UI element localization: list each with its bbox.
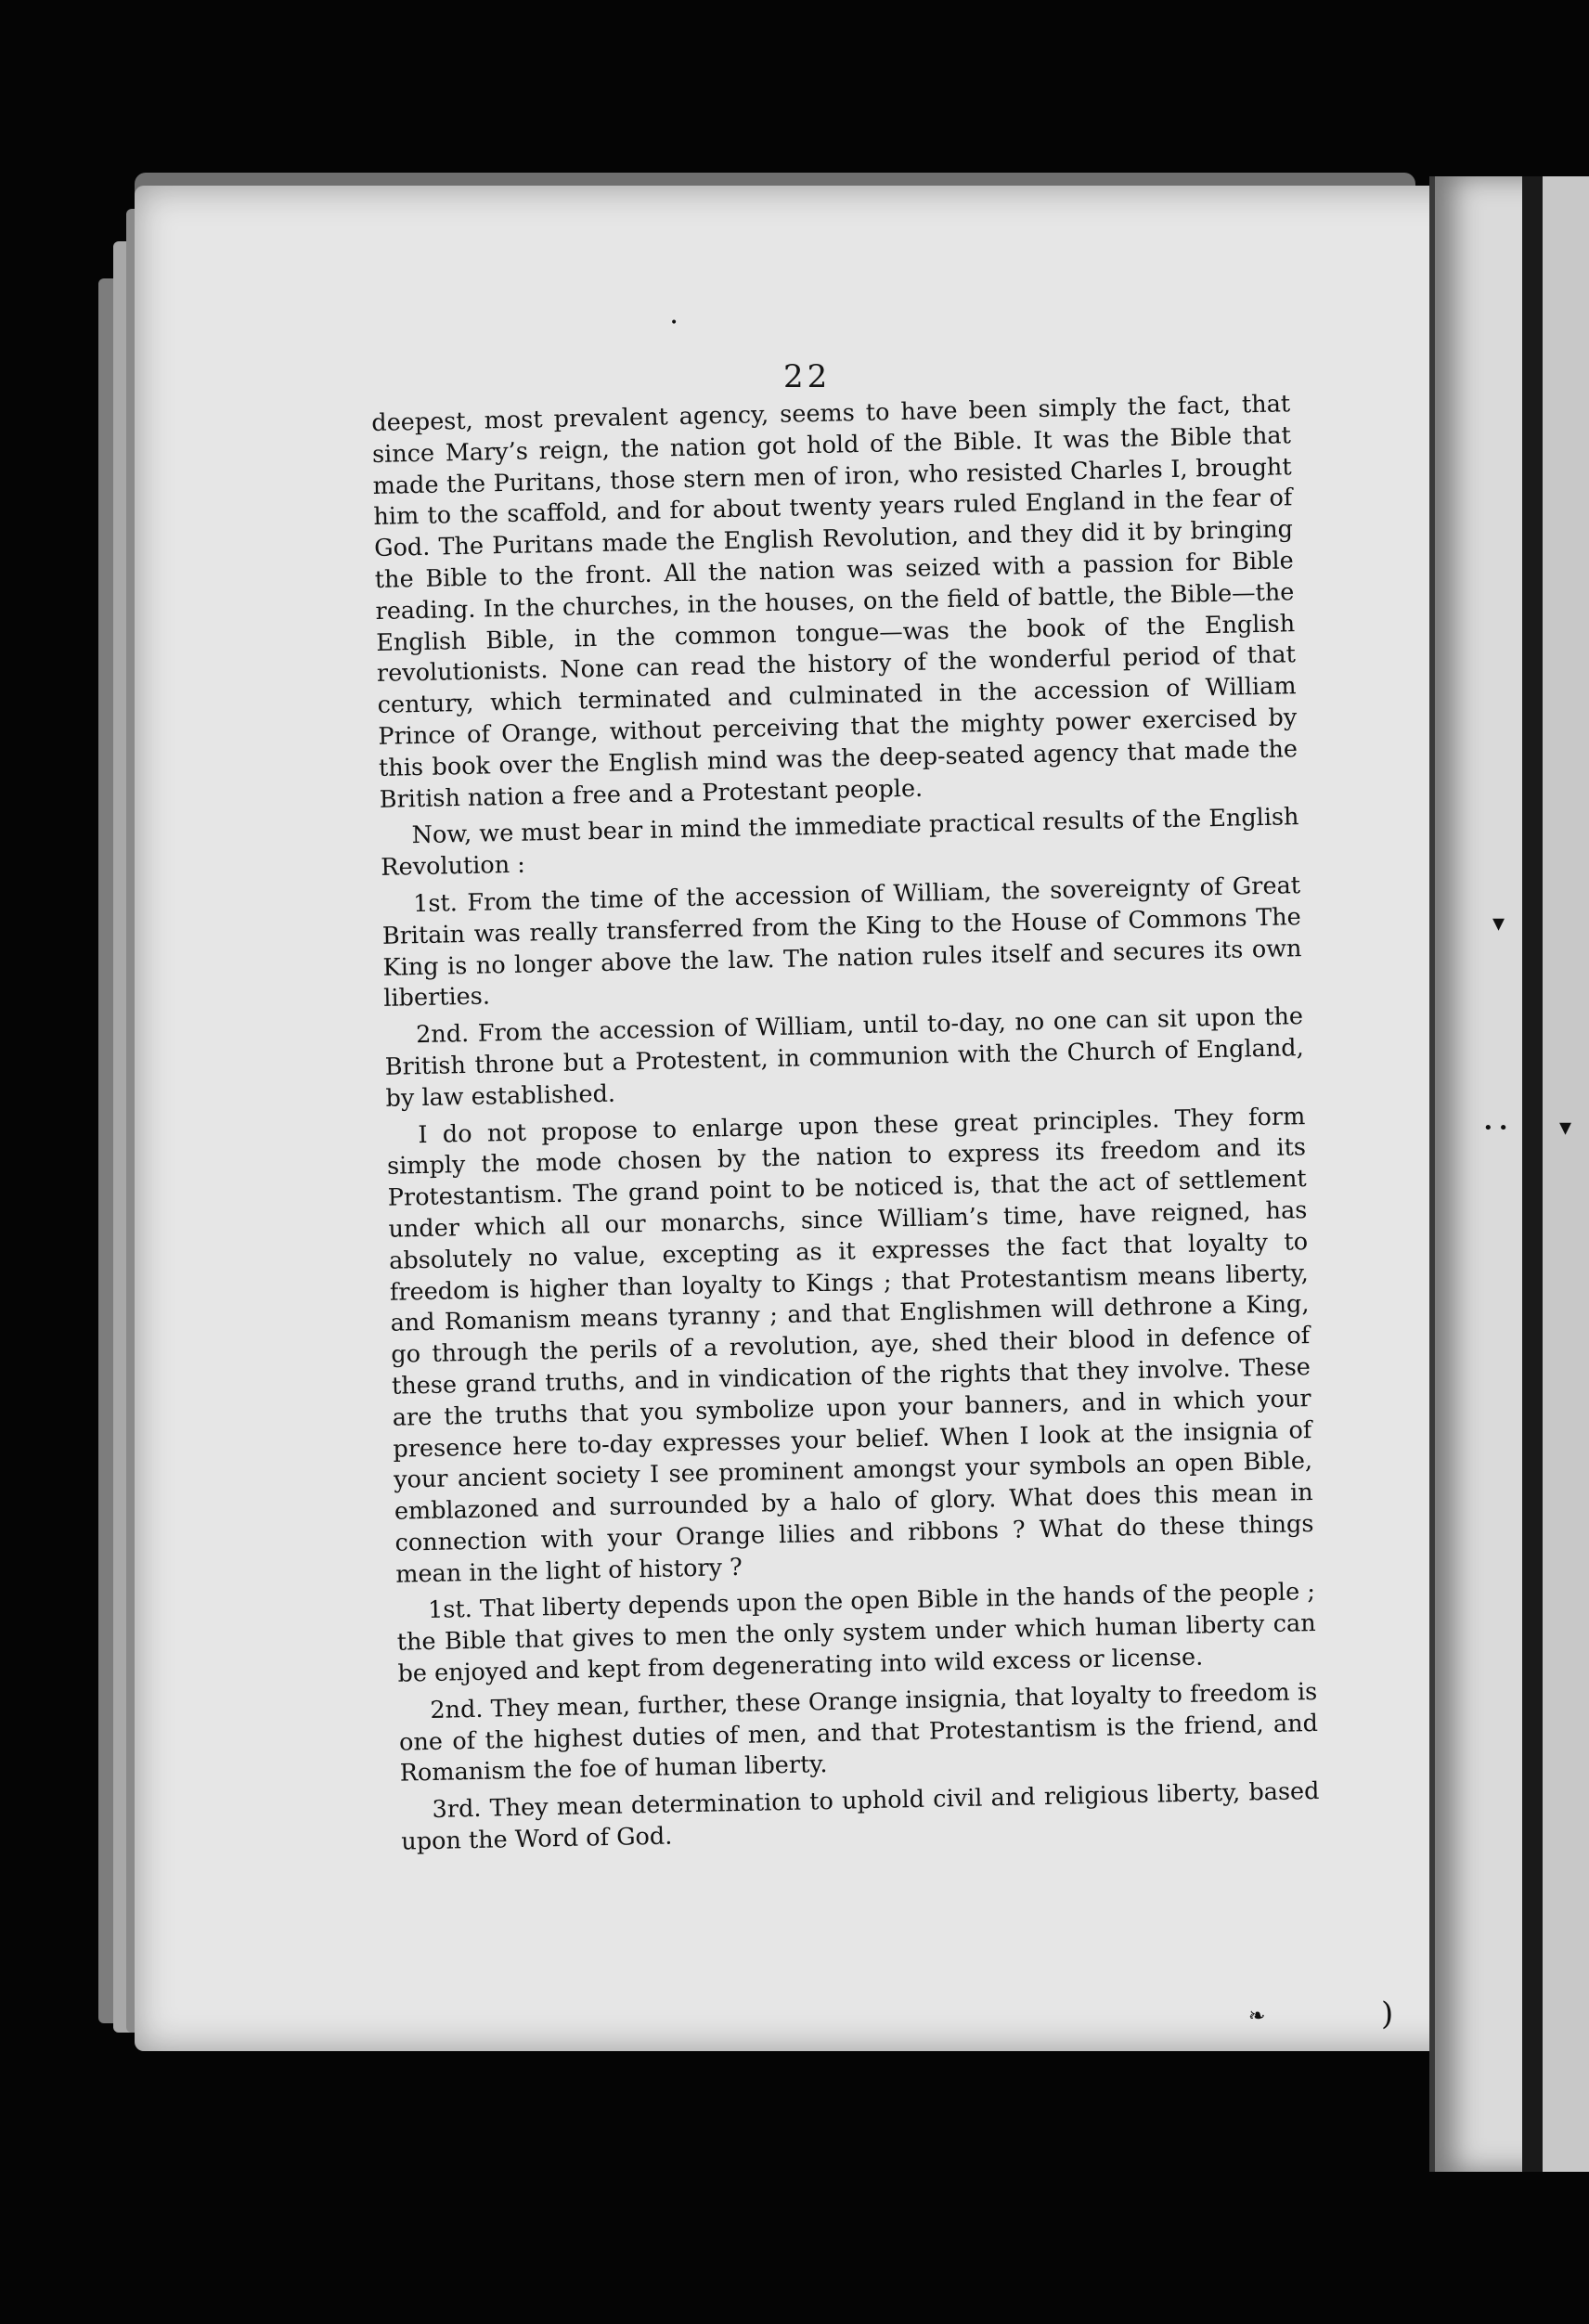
paragraph: 3rd. They mean determination to uphold civil and religious liberty, based upon the Word of God.	[401, 1777, 1320, 1856]
facing-page-edge	[1543, 176, 1589, 2172]
ink-speck: ▾	[1559, 1114, 1572, 1142]
paragraph: Now, we must bear in mind the immediate practical results of the English Revolution :	[381, 803, 1299, 883]
paragraph: 1st. That liberty depends upon the open Bible in the hands of the people ; the Bible that gives to men the only system under which human liberty can be enjoyed and kept from degenerating into wild excess or license.	[396, 1578, 1316, 1688]
ink-speck: )	[1381, 1995, 1394, 2033]
body-text	[371, 389, 1321, 1864]
ink-speck: ▾	[1492, 910, 1505, 937]
paragraph: 2nd. They mean, further, these Orange insignia, that loyalty to freedom is one of the highest duties of men, and that Protestantism is the friend, and Romanism the foe of human liberty.	[398, 1677, 1319, 1788]
paragraph: 1st. From the time of the accession of William, the sovereignty of Great Britain was really transferred from the King to the House of Commons The King is no longer above the law. The nation rules itself and secures its own liberties.	[381, 872, 1302, 1014]
page-number: 22	[783, 358, 832, 395]
ink-speck: • •	[1483, 1118, 1508, 1138]
paragraph: I do not propose to enlarge upon these great principles. They form simply the mode chosen by the nation to express its freedom and its Protestantism. The grand point to be noticed is, that the act of settlement under which all our monarchs, since William’s time, have reigned, has absolutely no value, excepting as it expresses the fact that loyalty to freedom is higher than loyalty to Kings ; that Protestantism means liberty, and Romanism means tyranny ; and that Englishmen will dethrone a King, go through the perils of a revolution, aye, shed their blood in defence of these grand truths, and in vindication of the rights that they involve. These are the truths that you symbolize upon your banners, and in which your presence here to-day expresses your belief. When I look at the insignia of your ancient society I see prominent amongst your symbols an open Bible, emblazoned and surrounded by a halo of glory. What does this mean in connection with your Orange lilies and ribbons ? What do these things mean in the light of history ?	[386, 1102, 1314, 1589]
paragraph: deepest, most prevalent agency, seems to have been simply the fact, that since Mary’s reign, the nation got hold of the Bible. It was the Bible that made the Puritans, those stern men of iron, who resisted Charles I, brought him to the scaffold, and for about twenty years ruled England in the fear of God. The Puritans made the English Revolution, and they did it by bringing the Bible to the front. All the nation was seized with a passion for Bible reading. In the churches, in the houses, on the field of battle, the Bible—the English Bible, in the common tongue—was the book of the English revolutionists. None can read the history of the wonderful period of that century, which terminated and culminated in the accession of William Prince of Orange, without perceiving that the mighty power exercised by this book over the English mind was the deep-seated agency that made the British nation a free and a Protestant people.	[371, 390, 1298, 814]
ink-speck: •	[670, 316, 678, 330]
ink-speck: ❧	[1248, 2005, 1266, 2028]
paragraph: 2nd. From the accession of William, until to-day, no one can sit upon the British throne but a Protestent, in communion with the Church of England, by law established.	[384, 1002, 1304, 1113]
facing-page-gutter	[1522, 176, 1543, 2172]
